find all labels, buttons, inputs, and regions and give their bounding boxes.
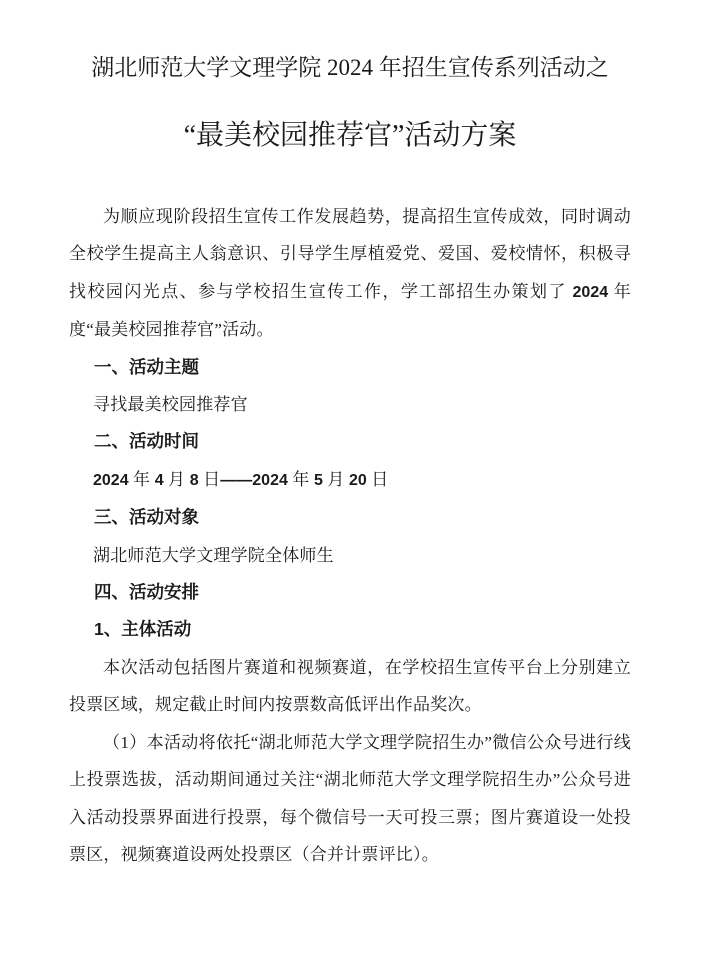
section-1-content: 寻找最美校园推荐官 (93, 395, 248, 415)
body-paragraph-1: 本次活动包括图片赛道和视频赛道，在学校招生宣传平台上分别建立投票区域，规定截止时间内按票数高低评出作品奖次。 (69, 657, 631, 715)
document-page (0, 54, 701, 976)
section-3-heading: 三、活动对象 (94, 507, 199, 528)
intro-paragraph: 为顺应现阶段招生宣传工作发展趋势，提高招生宣传成效，同时调动全校学生提高主人翁意识、引导学生厚植爱党、爱国、爱校情怀，积极寻找校园闪光点、参与学校招生宣传工作，学工部招生办策划了 2024 年度“最美校园推荐官”活动。 (69, 207, 631, 340)
doc-title-line2: “最美校园推荐官”活动方案 (183, 120, 517, 151)
body-paragraph-2: （1）本活动将依托“湖北师范大学文理学院招生办”微信公众号进行线上投票选拔，活动期间通过关注“湖北师范大学文理学院招生办”公众号进入活动投票界面进行投票，每个微信号一天可投三票；图片赛道设一处投票区，视频赛道设两处投票区（合并计票评比）。 (69, 732, 631, 864)
section-3-content: 湖北师范大学文理学院全体师生 (93, 545, 334, 565)
section-1-heading: 一、活动主题 (94, 356, 199, 377)
section-2-content: 2024 年 4 月 8 日——2024 年 5 月 20 日 (93, 469, 389, 489)
section-2-heading: 二、活动时间 (94, 431, 199, 452)
doc-title-line1: 湖北师范大学文理学院 2024 年招生宣传系列活动之 (91, 55, 609, 80)
section-4-heading: 四、活动安排 (94, 582, 199, 603)
subsection-1-heading: 1、主体活动 (94, 619, 192, 640)
